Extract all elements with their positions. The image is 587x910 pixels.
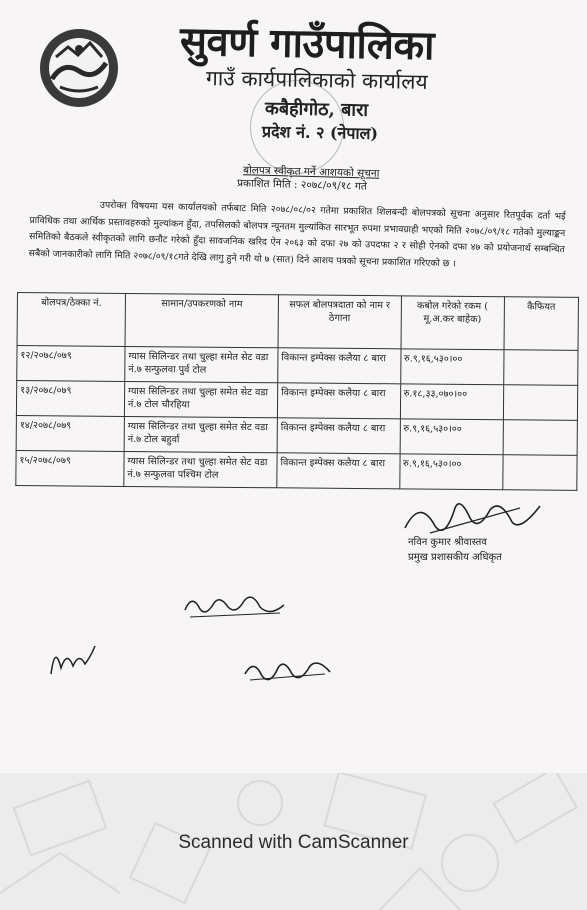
- cell-amount: रु.१८,३३,०७०।००: [400, 384, 503, 420]
- notice-paragraph: [28, 196, 565, 275]
- office-location: कबैहीगोठ, बारा: [264, 98, 369, 121]
- municipality-logo: [38, 27, 120, 109]
- signature-block: [408, 535, 502, 565]
- notice-paragraph-text: उपरोक्त विषयमा यस कार्यालयको तर्फबाट मिति २०७८/०८/०२ गतेमा प्रकाशित शिलबन्दी बोलपत्रको सूचना अनुसार रितपूर्वक दर्ता भई प्राविधिक तथा आर्थिक प्रस्तावहरुको मुल्यांकन हुँदा, तपसिलको बोलपत्र न्यूनतम मुल्यांकित सारभूत रुपमा प्रभावग्राही भएको मिति २०७८/०९/१८ गतेको मुल्याङ्कन समितिको बैठकले स्वीकृतको लागि छनौट गरेको हुँदा सावजनिक खरिद ऐन २०६३ को दफा २७ को उपदफा २ र सोही ऐनको दफा ४७ को प्रयोजनार्थ सम्बन्धित सबैको जानकारीको लागि मिति २०७८/०९/१८गते देखि लागु हुने गरी यो ७ (सात) दिने आशय पत्रको सूचना प्रकाशित गरिएको छ ।: [28, 199, 566, 270]
- cell-item-name: ग्यास सिलिन्डर तथा चुल्हा समेत सेट वडा नं.७ सन्फुलवा पश्चिम टोल: [124, 451, 277, 487]
- table-row: [16, 415, 577, 455]
- officer-name: नविन कुमार श्रीवास्तव: [408, 537, 487, 548]
- cell-amount: रु.९,१६,५३०।००: [399, 454, 502, 490]
- cell-remarks: [503, 385, 578, 421]
- table-row: [17, 346, 578, 386]
- table-row: [16, 450, 577, 490]
- cell-remarks: [503, 420, 578, 456]
- cell-bidder: विकान्त इम्पेक्स कलैया ८ बारा: [277, 418, 400, 454]
- col-header-amount: कबोल गरेको रकम ( मू.अ.कर बाहेक): [401, 296, 505, 350]
- handwritten-signature-2: [45, 638, 100, 680]
- cell-amount: रु.९,१६,५३०।००: [400, 349, 503, 385]
- table-row: [16, 381, 577, 421]
- cell-item-name: ग्यास सिलिन्डर तथा चुल्हा समेत सेट वडा नं.७ टोल चौरहिया: [124, 381, 277, 417]
- table-header-row: [17, 293, 578, 351]
- notice-title: बोलपत्र स्वीकृत गर्ने आशयको सूचना: [242, 164, 380, 180]
- col-header-remarks: कैफियत: [504, 297, 579, 351]
- cell-remarks: [503, 350, 578, 386]
- scanner-watermark-text: Scanned with CamScanner: [178, 832, 409, 853]
- cell-contract-no: १५/२०७८/०७९: [16, 450, 124, 486]
- cell-contract-no: १४/२०७८/०७९: [16, 415, 124, 451]
- cell-bidder: विकान्त इम्पेक्स कलैया ८ बारा: [277, 453, 400, 489]
- cell-amount: रु.९,१६,५३०।००: [400, 419, 503, 455]
- cell-contract-no: १२/२०७८/०७९: [17, 346, 125, 382]
- page-title: सुवर्ण गाउँपालिका: [179, 17, 435, 70]
- cell-bidder: विकान्त इम्पेक्स कलैया ८ बारा: [277, 383, 400, 419]
- office-name: गाउँ कार्यपालिकाको कार्यालय: [205, 66, 428, 94]
- cell-item-name: ग्यास सिलिन्डर तथा चुल्हा समेत सेट वडा नं.७ टोल बहुर्वा: [124, 416, 277, 452]
- col-header-contract-no: बोलपत्र/ठेक्का नं.: [17, 293, 126, 347]
- cell-bidder: विकान्त इम्पेक्स कलैया ८ बारा: [278, 348, 401, 384]
- bid-table: [15, 292, 579, 491]
- col-header-bidder: सफल बोलपत्रदाता को नाम र ठेगाना: [278, 295, 401, 349]
- cell-remarks: [503, 455, 578, 491]
- handwritten-signature-3: [240, 650, 335, 692]
- col-header-item-name: सामान/उपकरणको नाम: [125, 293, 278, 347]
- handwritten-signature-1: [180, 585, 290, 625]
- province: प्रदेश नं. २ (नेपाल): [261, 121, 379, 144]
- office-stamp: [250, 80, 344, 174]
- cell-contract-no: १३/२०७८/०७९: [16, 381, 124, 417]
- published-date: प्रकाशित मिति : २०७८/०९/१८ गते: [236, 177, 367, 193]
- cell-item-name: ग्यास सिलिन्डर तथा चुल्हा समेत सेट वडा नं.७ सन्फुलवा पुर्व टोल: [125, 346, 278, 382]
- officer-designation: प्रमुख प्रशासकीय अधिकृत: [408, 552, 502, 563]
